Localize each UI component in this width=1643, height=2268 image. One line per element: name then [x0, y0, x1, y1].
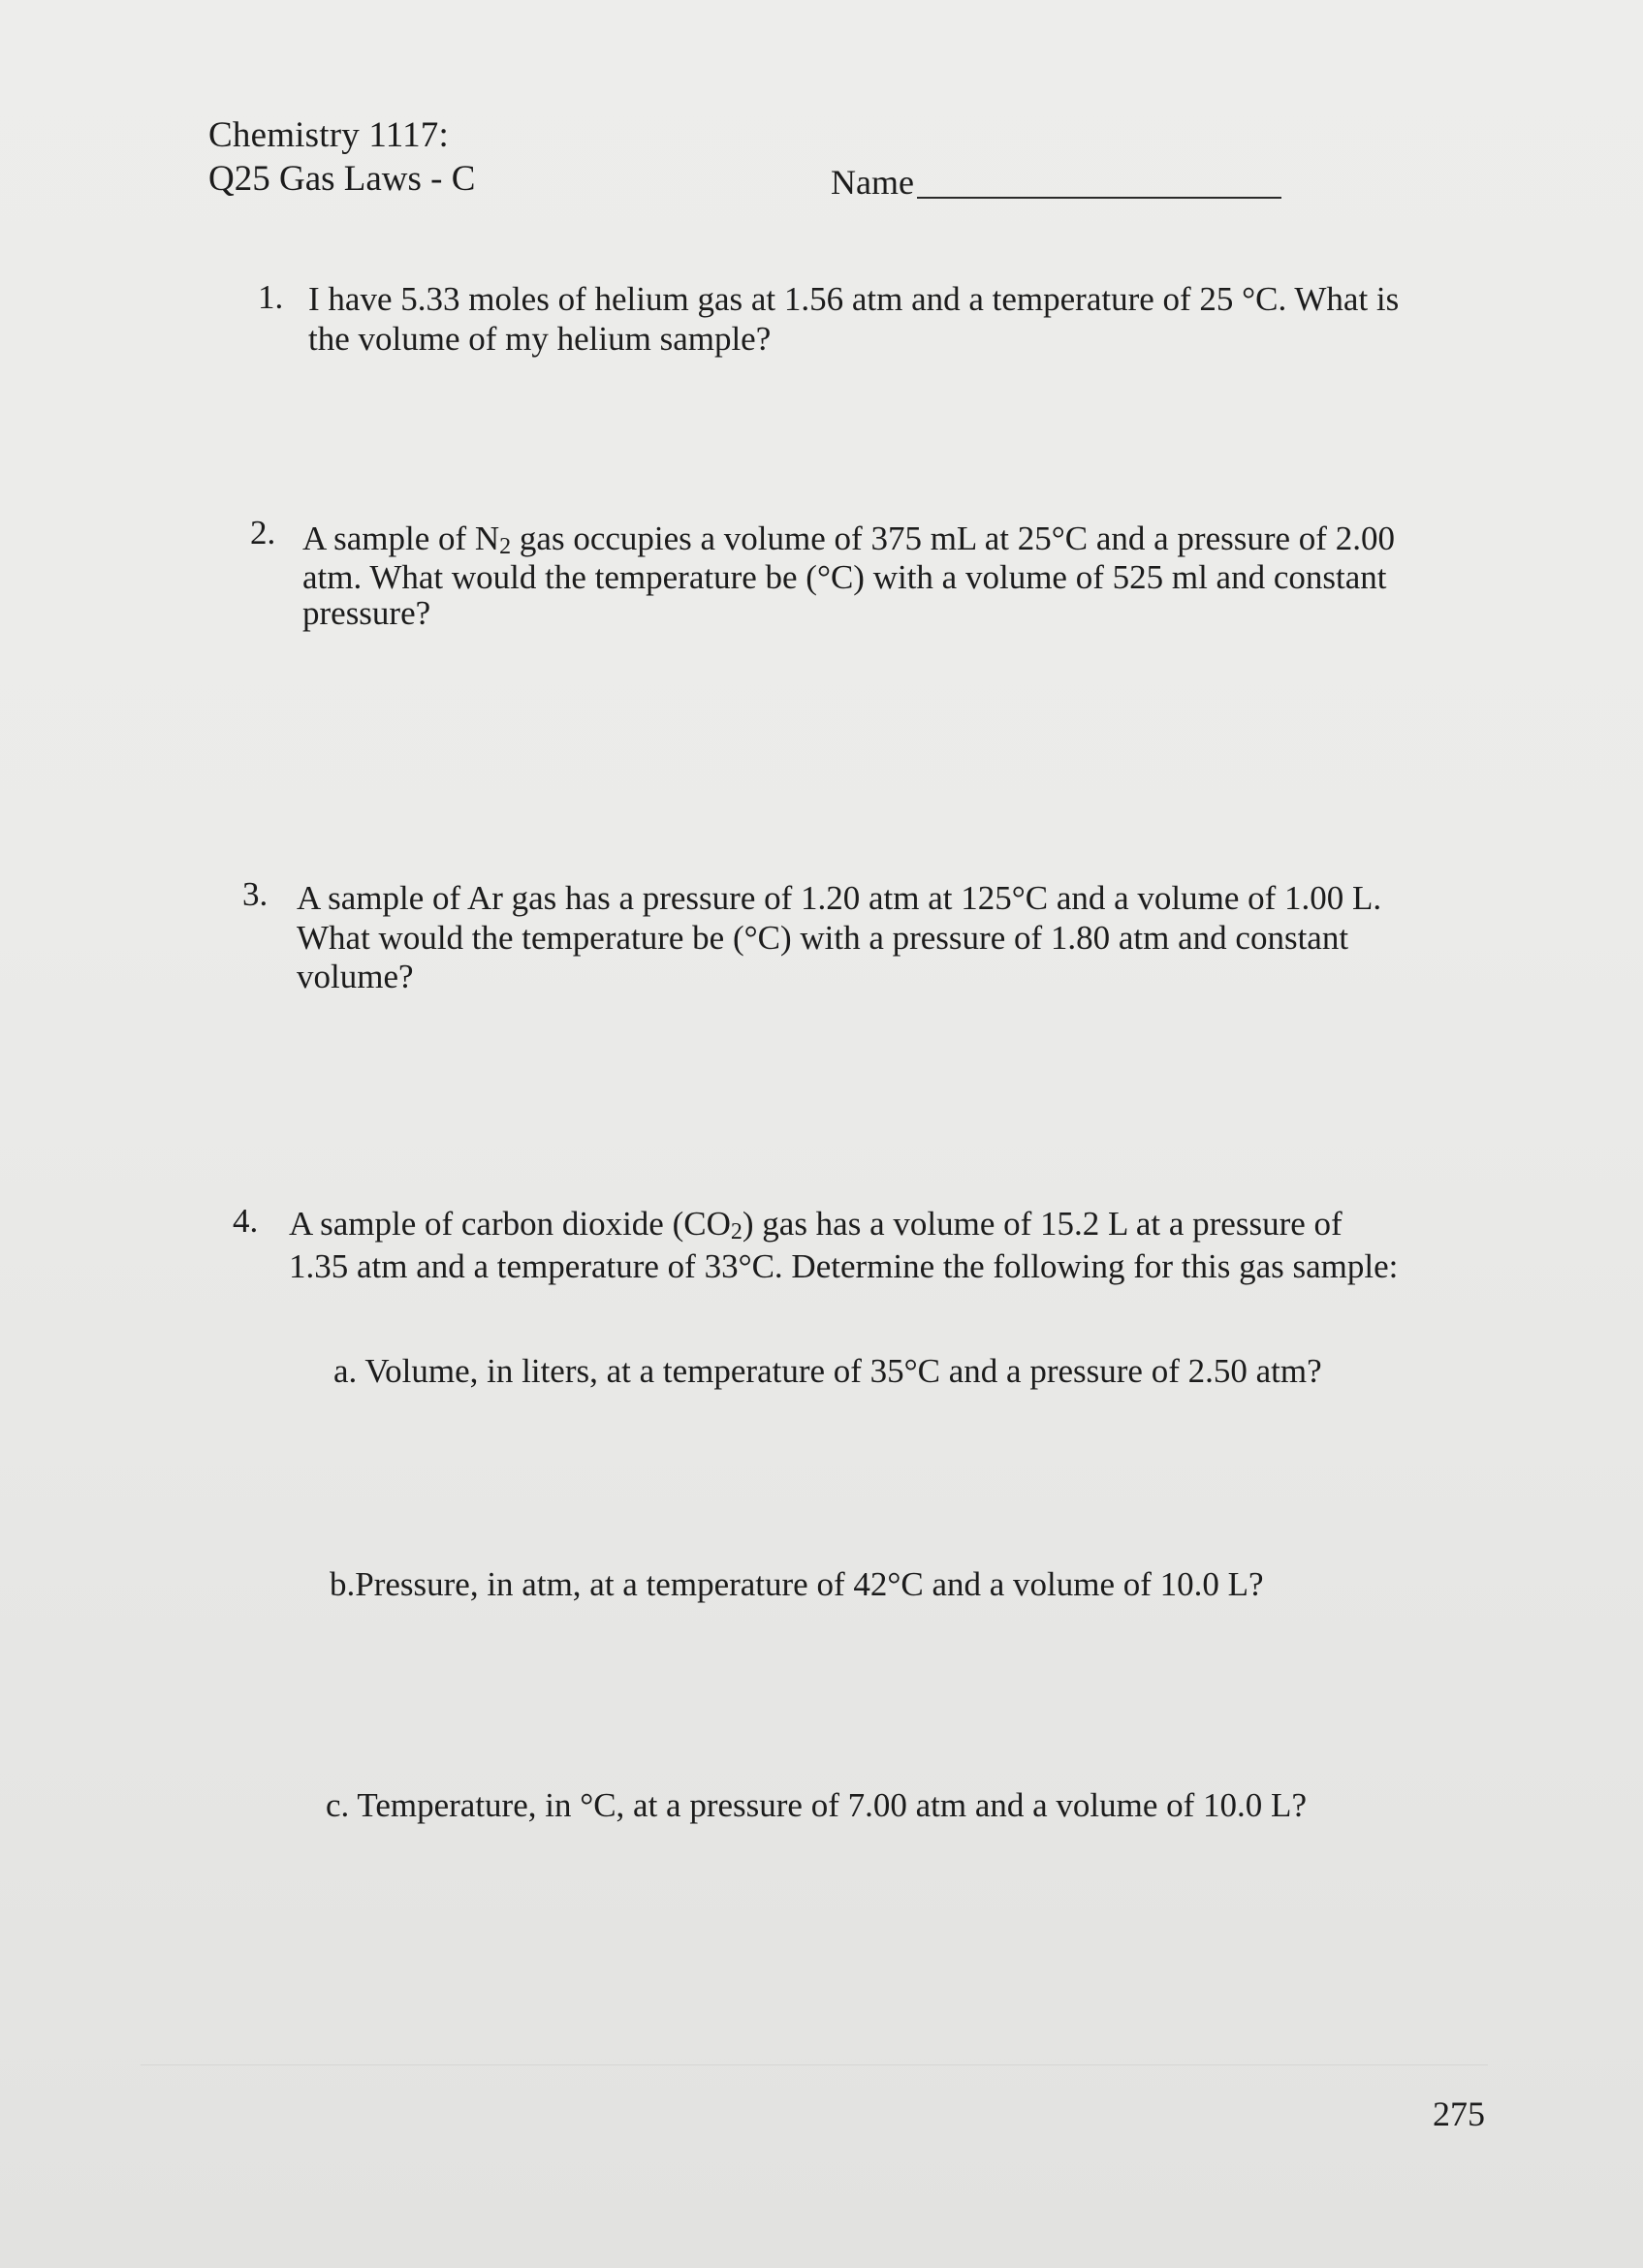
name-label: Name — [831, 163, 914, 202]
question-2-line-2: atm. What would the temperature be (°C) with a volume of 525 ml and constant — [302, 558, 1387, 596]
question-4-line-2: 1.35 atm and a temperature of 33°C. Determine the following for this gas sample: — [289, 1247, 1399, 1285]
question-4-line-1: A sample of carbon dioxide (CO2) gas has a volume of 15.2 L at a pressure of — [289, 1205, 1343, 1244]
question-4-part-a: a. Volume, in liters, at a temperature of 35°C and a pressure of 2.50 atm? — [333, 1352, 1322, 1390]
question-1-number: 1. — [258, 278, 284, 316]
question-1-line-2: the volume of my helium sample? — [308, 320, 772, 358]
quiz-title: Q25 Gas Laws - C — [208, 159, 476, 199]
question-4-number: 4. — [233, 1202, 259, 1240]
question-3-line-2: What would the temperature be (°C) with a pressure of 1.80 atm and constant — [297, 919, 1349, 957]
question-3-number: 3. — [242, 875, 269, 913]
question-3-line-3: volume? — [297, 958, 414, 995]
question-4-part-c: c. Temperature, in °C, at a pressure of 7.00 atm and a volume of 10.0 L? — [326, 1786, 1307, 1824]
course-title: Chemistry 1117: — [208, 115, 449, 155]
name-blank-line — [917, 197, 1281, 199]
question-3-line-1: A sample of Ar gas has a pressure of 1.20 atm at 125°C and a volume of 1.00 L. — [297, 879, 1382, 917]
question-2-line-3: pressure? — [302, 594, 431, 632]
question-4-part-b: b.Pressure, in atm, at a temperature of 42°C and a volume of 10.0 L? — [330, 1565, 1264, 1603]
question-1-line-1: I have 5.33 moles of helium gas at 1.56 atm and a temperature of 25 °C. What is — [308, 280, 1400, 318]
question-2-number: 2. — [250, 514, 276, 551]
page-number: 275 — [1433, 2095, 1485, 2133]
question-2-line-1: A sample of N2 gas occupies a volume of 375 mL at 25°C and a pressure of 2.00 — [302, 520, 1395, 559]
footer-rule — [141, 2064, 1488, 2065]
